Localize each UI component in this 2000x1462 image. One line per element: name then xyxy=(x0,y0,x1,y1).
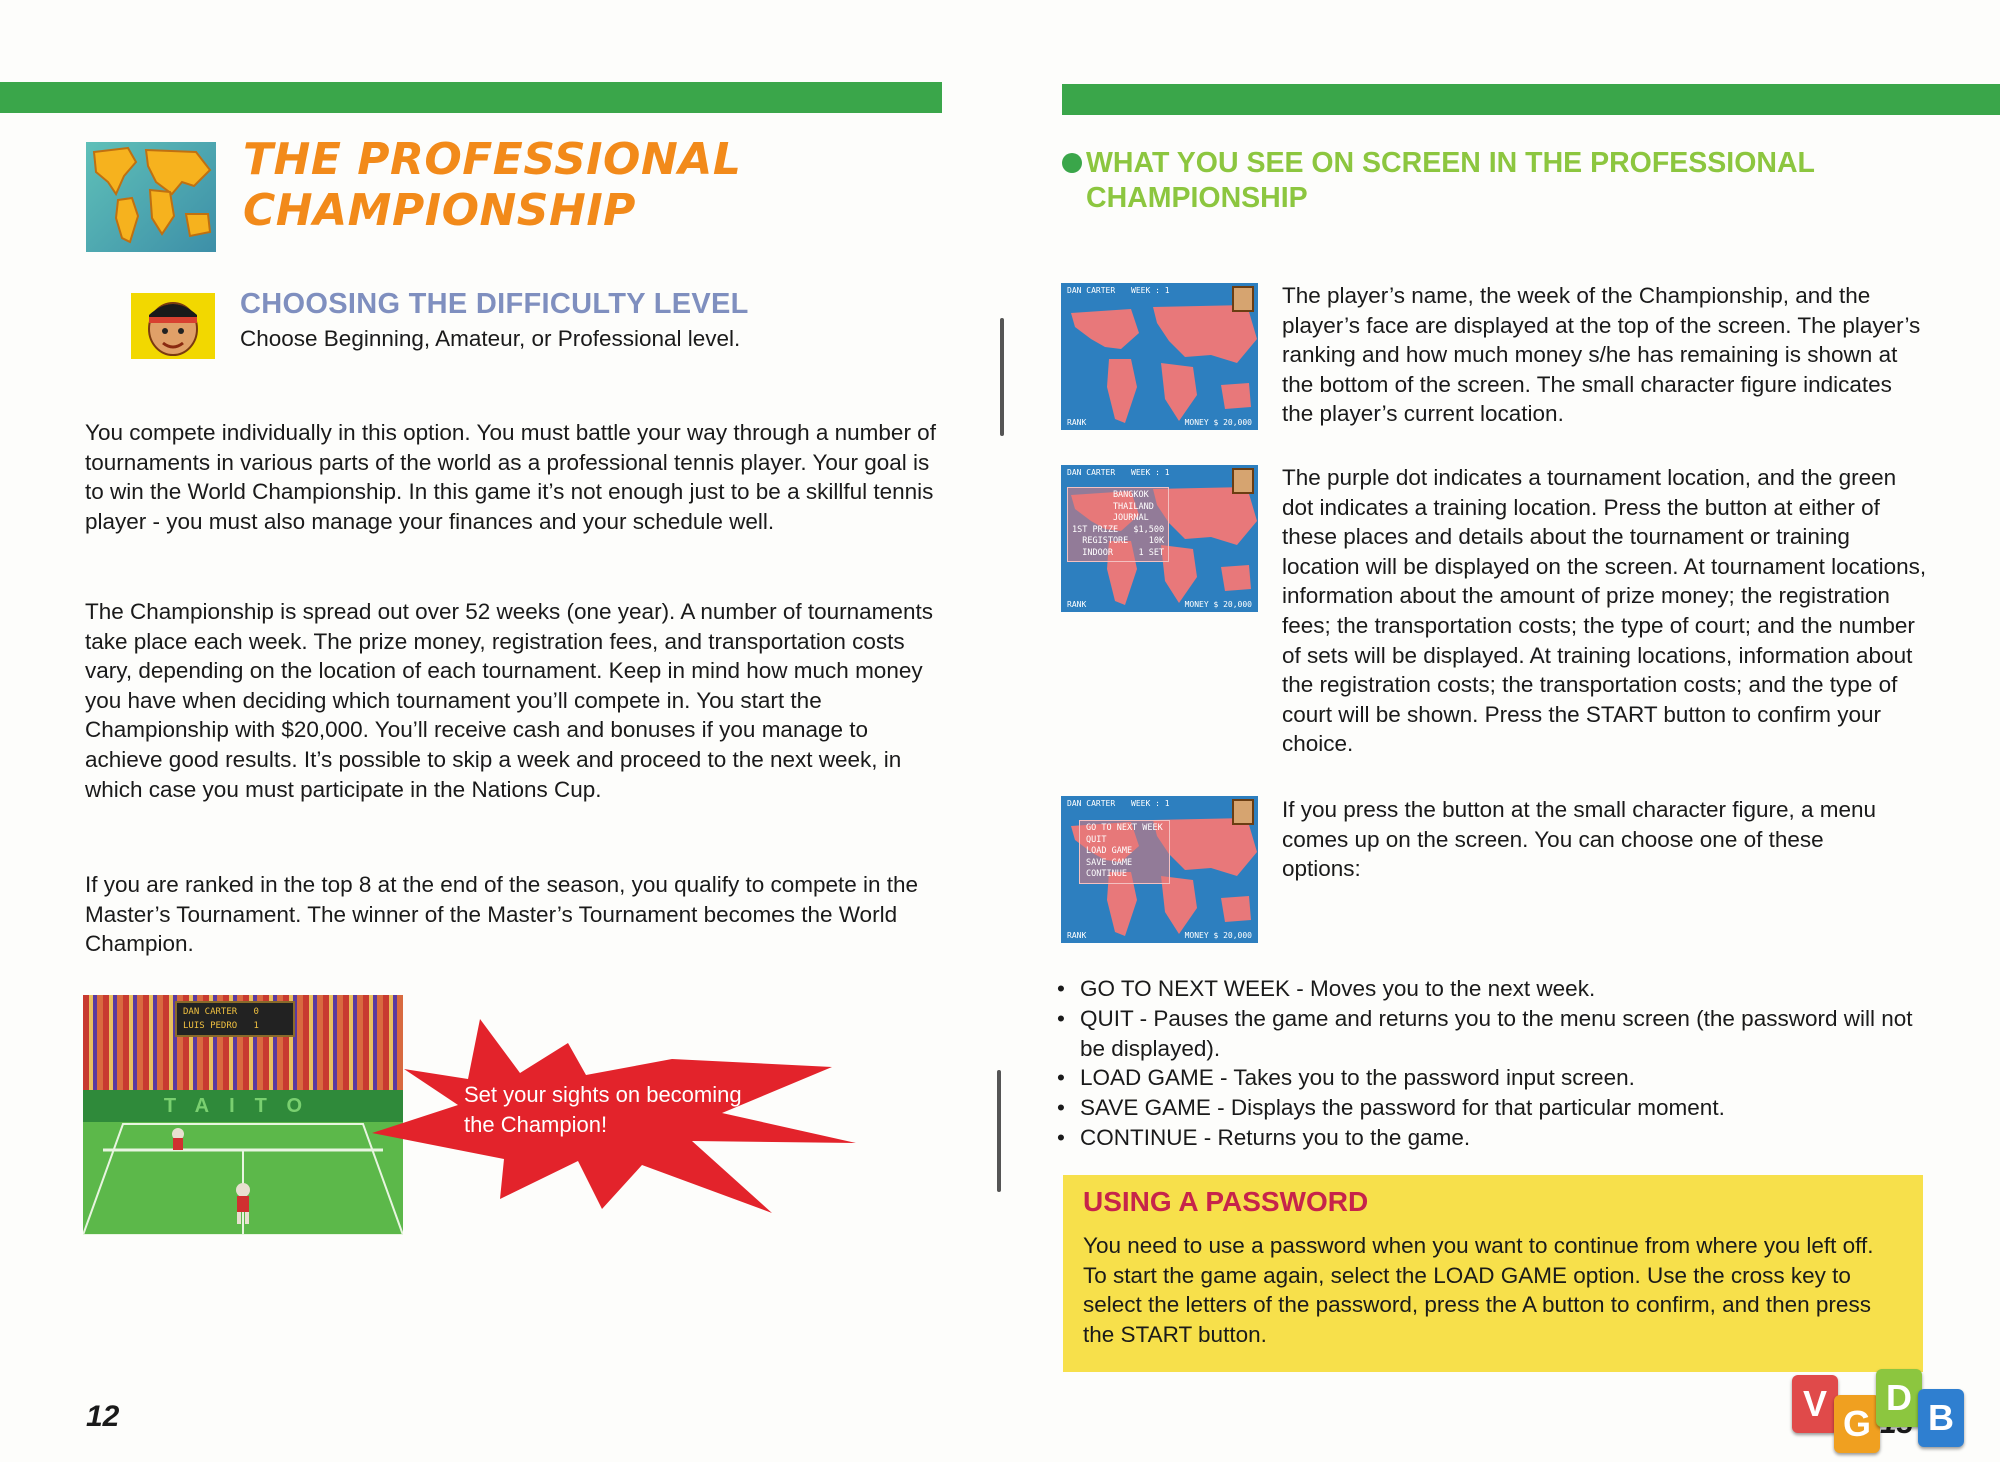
binding-staple-bottom xyxy=(997,1070,1001,1192)
court-banner-text: TAITO xyxy=(163,1095,323,1117)
hud-rank: RANK xyxy=(1067,418,1087,427)
right-heading-line-2: CHAMPIONSHIP xyxy=(1086,182,1308,214)
list-item: • CONTINUE - Returns you to the game. xyxy=(1055,1123,1935,1153)
list-item: • LOAD GAME - Takes you to the password input screen. xyxy=(1055,1063,1935,1093)
world-map-icon xyxy=(86,142,216,252)
list-item: • SAVE GAME - Displays the password for that particular moment. xyxy=(1055,1093,1935,1123)
scoreboard-player-1: DAN CARTER xyxy=(183,1007,238,1017)
hud-money: MONEY $ 20,000 xyxy=(1184,600,1252,609)
password-text: You need to use a password when you want to continue from where you left off. To start the game again, select the LOAD GAME option. Use the cross key to select the letters of the password, press the A button to confirm, and then press the START button. xyxy=(1083,1233,1874,1347)
page-title-line-2: CHAMPIONSHIP xyxy=(243,185,636,236)
hud-player-face-icon xyxy=(1232,468,1254,494)
championship-paragraph: The Championship is spread out over 52 weeks (one year). A number of tournaments take place each week. The prize money, registration fees, and transportation costs vary, depending on the location of each tournament. Keep in mind how much money you have when deciding which tournament you’ll compete in. You start the Championship with $20,000. You’ll receive cash and bonuses if you manage to achieve good results. It’s possible to skip a week and proceed to the next week, in which case you must participate in the Nations Cup. xyxy=(85,599,933,802)
right-heading-line-1: WHAT YOU SEE ON SCREEN IN THE PROFESSIONAL xyxy=(1086,147,1815,179)
scoreboard xyxy=(175,1001,295,1037)
list-item: • GO TO NEXT WEEK - Moves you to the next week. xyxy=(1055,974,1935,1004)
hud-week: WEEK : 1 xyxy=(1131,286,1170,295)
screen-1-description: The player’s name, the week of the Championship, and the player’s face are displayed at the top of the screen. The player’s ranking and how much money s/he has remaining is shown at the bottom of the screen. The small character figure indicates the player’s current location. xyxy=(1282,283,1921,427)
left-top-green-bar xyxy=(0,82,942,113)
right-top-green-bar xyxy=(1062,84,2000,115)
hud-week: WEEK : 1 xyxy=(1131,799,1170,808)
tennis-court-screenshot xyxy=(83,995,403,1235)
menu-options-list xyxy=(1055,974,1935,1153)
green-bullet-dot xyxy=(1062,153,1082,173)
hud-player-face-icon xyxy=(1232,286,1254,312)
password-info-box xyxy=(1063,1175,1923,1372)
left-page-number: 12 xyxy=(86,1400,120,1433)
map-screenshot-2 xyxy=(1061,465,1258,612)
tournament-info-panel: BANGKOK THAILAND JOURNAL 1ST PRIZE $1,500 REGISTORE 10K INDOOR 1 SET xyxy=(1067,487,1169,562)
hud-player-name: DAN CARTER xyxy=(1067,286,1116,295)
hud-money: MONEY $ 20,000 xyxy=(1184,418,1252,427)
right-page-heading xyxy=(1086,146,1815,216)
map-screenshot-1 xyxy=(1061,283,1258,430)
watermark-letter: V xyxy=(1792,1375,1838,1433)
scoreboard-player-2: LUIS PEDRO xyxy=(183,1021,238,1031)
screen-3-description: If you press the button at the small character figure, a menu comes up on the screen. You can choose one of these options: xyxy=(1282,797,1877,882)
hud-money: MONEY $ 20,000 xyxy=(1184,931,1252,940)
watermark-letter: G xyxy=(1834,1395,1880,1453)
watermark-letter: B xyxy=(1918,1389,1964,1447)
page-title xyxy=(243,134,741,236)
player-face-avatar xyxy=(131,293,215,359)
map-screenshot-3 xyxy=(1061,796,1258,943)
difficulty-text: Choose Beginning, Amateur, or Professional level. xyxy=(240,326,741,351)
vgdb-watermark-logo xyxy=(1792,1375,1960,1453)
hud-rank: RANK xyxy=(1067,931,1087,940)
intro-paragraph: You compete individually in this option. You must battle your way through a number of tournaments in various parts of the world as a professional tennis player. Your goal is to win the World Championship. In this game it’s not enough just to be a skillful tennis player - you must also manage your finances and your schedule well. xyxy=(85,420,936,534)
starburst-callout-text: Set your sights on becoming the Champion! xyxy=(464,1082,742,1137)
watermark-letter: D xyxy=(1876,1369,1922,1427)
masters-paragraph: If you are ranked in the top 8 at the end of the season, you qualify to compete in the Master’s Tournament. The winner of the Master’s Tournament becomes the World Champion. xyxy=(85,872,919,957)
options-menu-panel: GO TO NEXT WEEK QUIT LOAD GAME SAVE GAME CONTINUE xyxy=(1079,820,1170,884)
difficulty-heading: CHOOSING THE DIFFICULTY LEVEL xyxy=(240,288,749,320)
court-wall xyxy=(83,1090,403,1122)
password-heading: USING A PASSWORD xyxy=(1083,1186,1369,1217)
court-lines xyxy=(83,1122,403,1235)
hud-week: WEEK : 1 xyxy=(1131,468,1170,477)
list-item: • QUIT - Pauses the game and returns you to the menu screen (the password will not be displayed). xyxy=(1055,1004,1935,1064)
screen-2-description: The purple dot indicates a tournament location, and the green dot indicates a training location. Press the button at either of these places and details about the tournament or training location will be displayed on the screen. At tournament locations, information about the amount of prize money; the registration fees; the transportation costs; the type of court; and the number of sets will be displayed. At training locations, information about the registration costs; the transportation costs; and the type of court will be shown. Press the START button to confirm your choice. xyxy=(1282,465,1927,757)
hud-player-name: DAN CARTER xyxy=(1067,799,1116,808)
hud-rank: RANK xyxy=(1067,600,1087,609)
page-title-line-1: THE PROFESSIONAL xyxy=(243,134,742,185)
scoreboard-score-2: 1 xyxy=(253,1021,259,1031)
hud-player-face-icon xyxy=(1232,799,1254,825)
binding-staple-top xyxy=(1000,318,1004,436)
scoreboard-score-1: 0 xyxy=(253,1007,259,1017)
hud-player-name: DAN CARTER xyxy=(1067,468,1116,477)
